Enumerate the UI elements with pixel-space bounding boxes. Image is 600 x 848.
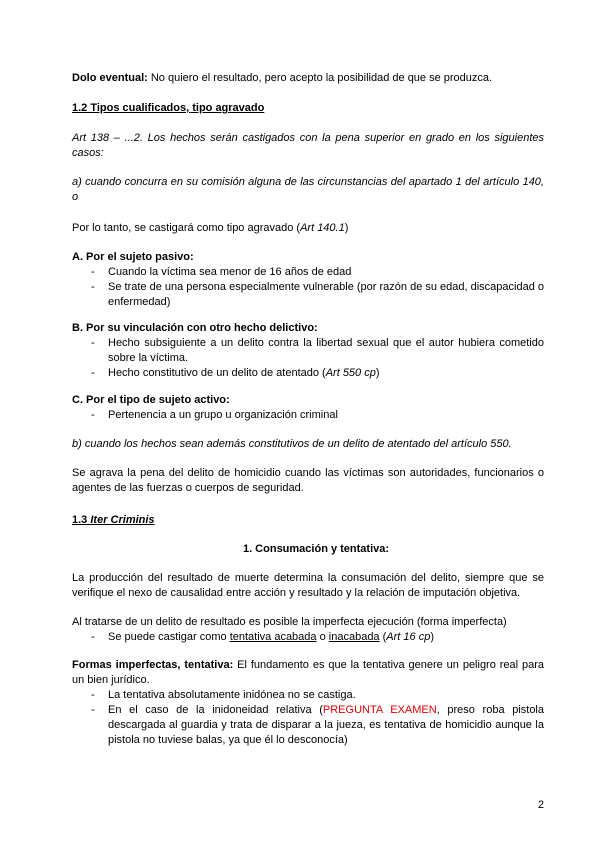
formas-term: Formas imperfectas, tentativa: (72, 659, 234, 671)
formas-text: El fundamento es que la tentativa genere un peligro real para un bien jurídico. (72, 659, 544, 686)
castigar-list (72, 630, 544, 645)
section-a (72, 250, 544, 310)
section-b (72, 321, 544, 381)
close-paren: ) (344, 222, 349, 234)
pregunta-examen-highlight: PREGUNTA EXAMEN (322, 704, 437, 716)
art-140-ref: Art 140.1 (300, 222, 345, 234)
heading-1-3-title: Iter Criminis (90, 514, 155, 526)
dolo-eventual-term: Dolo eventual: (72, 72, 148, 84)
art-138-a-quote: a) cuando concurra en su comisión alguna de las circunstancias del apartado 1 del artículo 140, o (72, 176, 544, 203)
agrava-paragraph: Se agrava la pena del delito de homicidio cuando las víctimas son autoridades, funcionarios o agentes de las fuerzas o cuerpos de seguridad. (72, 467, 544, 494)
conjunction: o (316, 631, 329, 643)
close-paren: ) (375, 367, 380, 379)
heading-1-2: 1.2 Tipos cualificados, tipo agravado (72, 102, 265, 114)
heading-consumacion: 1. Consumación y tentativa: (242, 543, 390, 555)
al-tratarse-text: Al tratarse de un delito de resultado es posible la imperfecta ejecución (forma imperfecta) (72, 616, 507, 628)
section-c (72, 393, 544, 423)
page-number: 2 (537, 799, 544, 811)
section-c-list (72, 408, 544, 423)
section-a-title: A. Por el sujeto pasivo: (72, 251, 194, 263)
inacabada: inacabada (328, 631, 380, 643)
section-a-list (72, 265, 544, 310)
list-item-text: En el caso de la inidoneidad relativa ( (108, 704, 323, 716)
list-item: - Se trate de una persona especialmente vulnerable (por razón de su edad, discapacidad o enfermedad) (72, 280, 544, 310)
formas-list (72, 688, 544, 748)
art-138-quote: Art 138 – ...2. Los hechos serán castigados con la pena superior en grado en los siguientes casos: (72, 132, 544, 159)
open-paren: ( (379, 631, 387, 643)
heading-1-3-number: 1.3 (72, 514, 91, 526)
formas-paragraph (72, 658, 544, 688)
list-item-text: , preso roba pistola descargada al guardia y trata de disparar a la jueza, es tentativa de homicidio aunque la pistola no tuviese balas, ya que él lo desconocía) (108, 704, 544, 746)
dolo-eventual-paragraph (72, 71, 544, 86)
tentativa-acabada: tentativa acabada (229, 631, 317, 643)
dolo-eventual-text: No quiero el resultado, pero acepto la posibilidad de que se produzca. (147, 72, 493, 84)
close-paren: ) (430, 631, 434, 643)
list-item-text: Hecho constitutivo de un delito de atentado ( (108, 367, 326, 379)
list-item: - Hecho subsiguiente a un delito contra la libertad sexual que el autor hubiera cometido sobre la víctima. (72, 336, 544, 366)
section-c-title: C. Por el tipo de sujeto activo: (72, 394, 230, 406)
section-b-list (72, 336, 544, 381)
art-138-b-quote: b) cuando los hechos sean además constitutivos de un delito de atentado del artículo 550. (72, 438, 512, 450)
art-16-ref: Art 16 cp (386, 631, 431, 643)
formas-list-block (72, 688, 544, 748)
castigar-text: Se puede castigar como (108, 631, 230, 643)
heading-1-3 (72, 513, 544, 528)
section-b-title: B. Por su vinculación con otro hecho delictivo: (72, 322, 318, 334)
por-lo-tanto-text: Por lo tanto, se castigará como tipo agravado ( (72, 222, 301, 234)
list-item: - La tentativa absolutamente inidónea no se castiga. (72, 688, 544, 703)
al-tratarse-paragraph (72, 615, 544, 645)
por-lo-tanto-paragraph (72, 221, 544, 236)
list-item: - Cuando la víctima sea menor de 16 años de edad (72, 265, 544, 280)
produccion-paragraph: La producción del resultado de muerte determina la consumación del delito, siempre que se verifique el nexo de causalidad entre acción y resultado y la relación de imputación objetiva. (72, 572, 544, 599)
list-item (72, 703, 544, 748)
list-item (72, 366, 544, 381)
art-550-ref: Art 550 cp (325, 367, 376, 379)
list-item (72, 630, 544, 645)
list-item: - Pertenencia a un grupo u organización criminal (72, 408, 544, 423)
